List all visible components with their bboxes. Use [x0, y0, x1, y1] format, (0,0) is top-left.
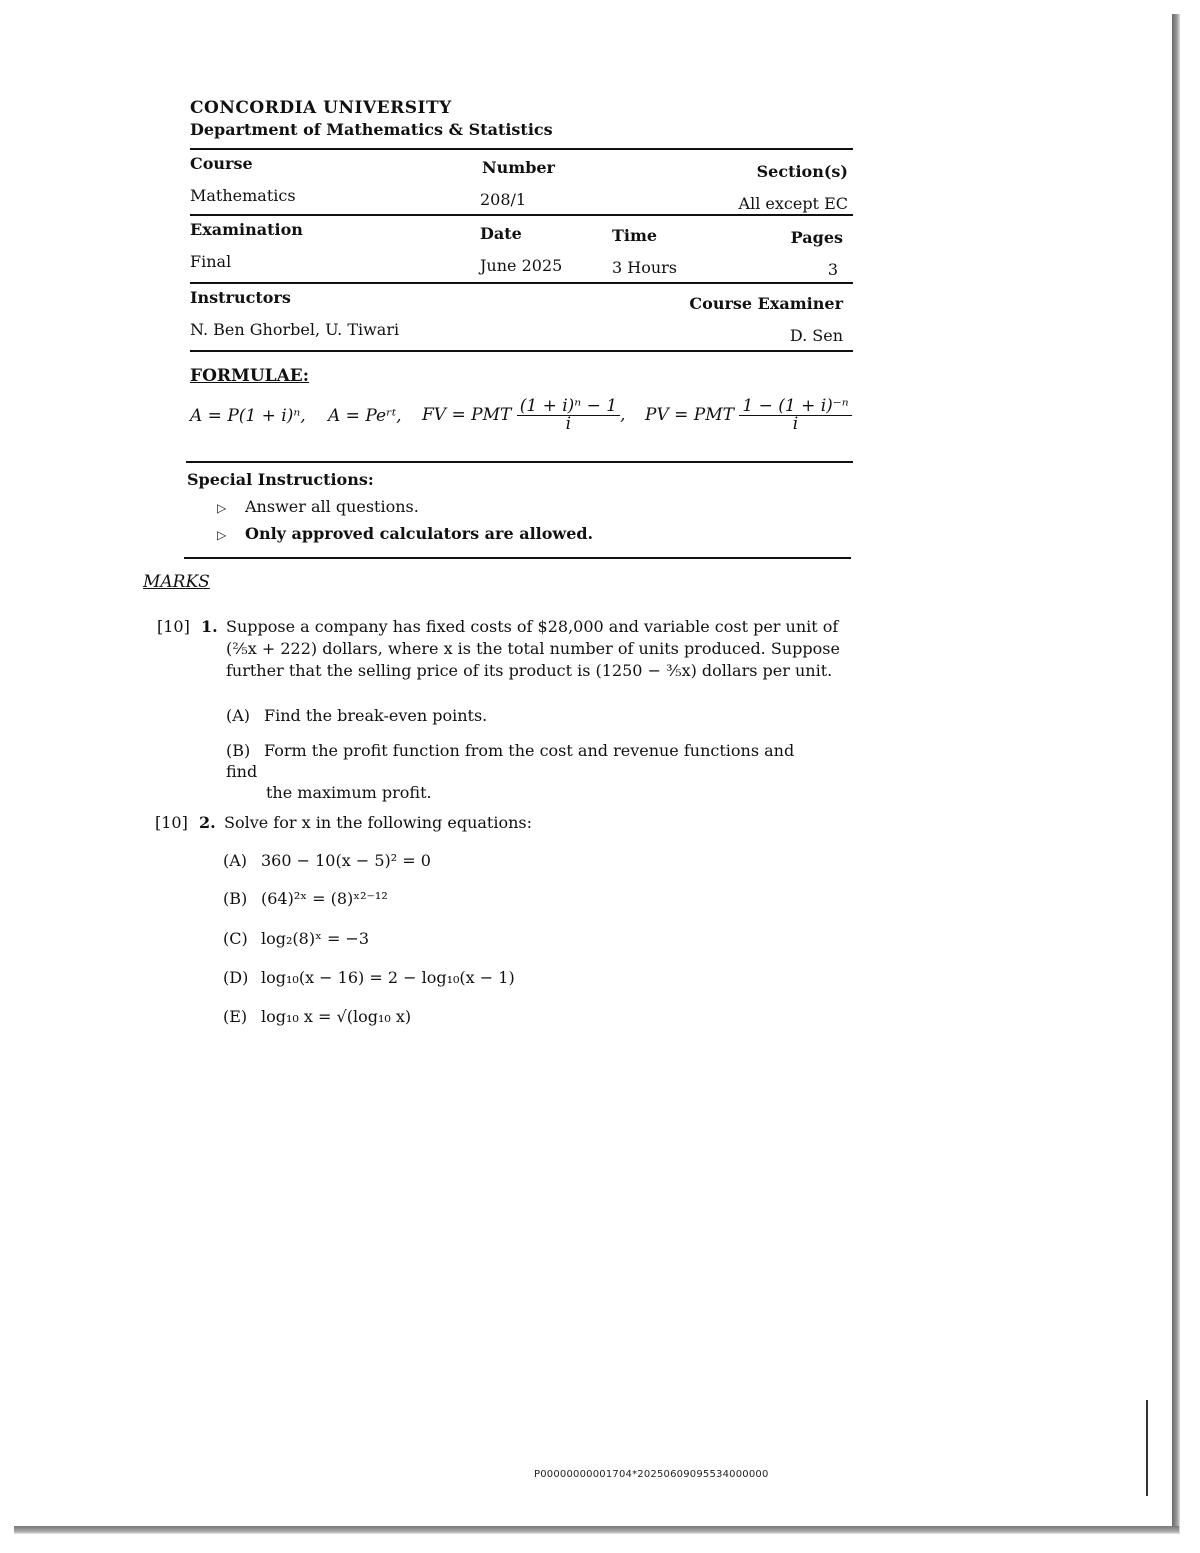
question-2	[155, 812, 855, 836]
formula-present-value	[645, 398, 852, 433]
pages-label: Pages	[790, 228, 843, 247]
special-instructions-title: Special Instructions:	[187, 470, 374, 489]
course-examiner-value: D. Sen	[789, 326, 843, 345]
special-instructions-list	[187, 497, 853, 543]
question-marks: [10]	[157, 617, 190, 636]
scan-edge-right	[1172, 14, 1180, 1534]
pages-value: 3	[827, 260, 838, 279]
date-label: Date	[480, 224, 522, 243]
question-number: 2.	[199, 813, 216, 832]
formula-continuous-interest: A = Peʳᵗ,	[328, 406, 402, 426]
scan-barcode-text: P00000000001704*20250609095534000000	[534, 1469, 769, 1480]
course-value: Mathematics	[190, 186, 296, 205]
question-1	[157, 616, 857, 696]
pv-fraction	[739, 398, 851, 433]
question-2-part-d: (D) log₁₀(x − 16) = 2 − log₁₀(x − 1)	[223, 968, 515, 987]
pv-denominator: i	[792, 414, 799, 434]
instructors-value: N. Ben Ghorbel, U. Tiwari	[190, 320, 400, 339]
formulae-row	[190, 398, 855, 448]
instruction-item: ▷ Only approved calculators are allowed.	[217, 524, 594, 543]
scan-mark	[1146, 1400, 1148, 1496]
course-info-table	[190, 148, 853, 358]
question-marks: [10]	[155, 813, 188, 832]
formula-compound-interest: A = P(1 + i)ⁿ,	[190, 406, 306, 426]
examination-value: Final	[190, 252, 232, 271]
question-1-part-b: (B) Form the profit function from the cost and revenue functions and find the maximum profit.	[226, 741, 795, 802]
fv-fraction	[517, 398, 620, 433]
question-2-part-c: (C) log₂(8)ˣ = −3	[223, 929, 370, 948]
instruction-item: ▷ Answer all questions.	[217, 497, 419, 516]
question-text: Solve for x in the following equations:	[224, 813, 533, 832]
question-number: 1.	[201, 617, 218, 636]
special-instructions	[187, 470, 853, 551]
fv-numerator: (1 + i)ⁿ − 1	[517, 398, 620, 416]
pv-numerator: 1 − (1 + i)⁻ⁿ	[739, 398, 851, 416]
department-name: Department of Mathematics & Statistics	[190, 120, 553, 139]
course-examiner-label: Course Examiner	[689, 294, 843, 313]
instructions-rule	[184, 557, 851, 559]
question-1-part-a: (A) Find the break-even points.	[226, 706, 488, 725]
marks-heading: MARKS	[143, 572, 210, 592]
course-label: Course	[190, 154, 253, 173]
question-text: Suppose a company has fixed costs of $28,000 and variable cost per unit of (⅖x + 222) dollars, where x is the total number of units produced. Suppose further that the selling price of its product is (1250 − ⅗x) dollars per unit.	[226, 617, 840, 680]
formulae-title: FORMULAE:	[190, 366, 310, 386]
exam-header	[190, 98, 855, 139]
triangle-bullet-icon: ▷	[217, 528, 227, 542]
formulae-rule	[186, 461, 853, 463]
number-label: Number	[482, 158, 555, 177]
time-label: Time	[612, 226, 658, 245]
time-value: 3 Hours	[612, 258, 678, 277]
pv-lhs: PV = PMT	[645, 405, 734, 425]
date-value: June 2025	[480, 256, 563, 275]
formula-future-value: FV = PMT $\frac{\text{(1 + i)ⁿ − 1}}{i}$ ,	[422, 396, 626, 434]
examination-label: Examination	[190, 220, 303, 239]
question-2-part-e: (E) log₁₀ x = √(log₁₀ x)	[223, 1007, 412, 1026]
fv-denominator: i	[565, 414, 572, 434]
number-value: 208/1	[480, 190, 527, 209]
instructors-label: Instructors	[190, 288, 291, 307]
question-2-part-a: (A) 360 − 10(x − 5)² = 0	[223, 851, 431, 870]
question-2-part-b: (B) (64)²ˣ = (8)ˣ²⁻¹²	[223, 889, 388, 908]
sections-value: All except EC	[738, 194, 848, 213]
fv-lhs: FV = PMT	[422, 405, 512, 425]
university-name: CONCORDIA UNIVERSITY	[190, 98, 452, 118]
scan-edge-bottom	[14, 1526, 1179, 1534]
sections-label: Section(s)	[756, 162, 848, 181]
triangle-bullet-icon: ▷	[217, 501, 227, 515]
